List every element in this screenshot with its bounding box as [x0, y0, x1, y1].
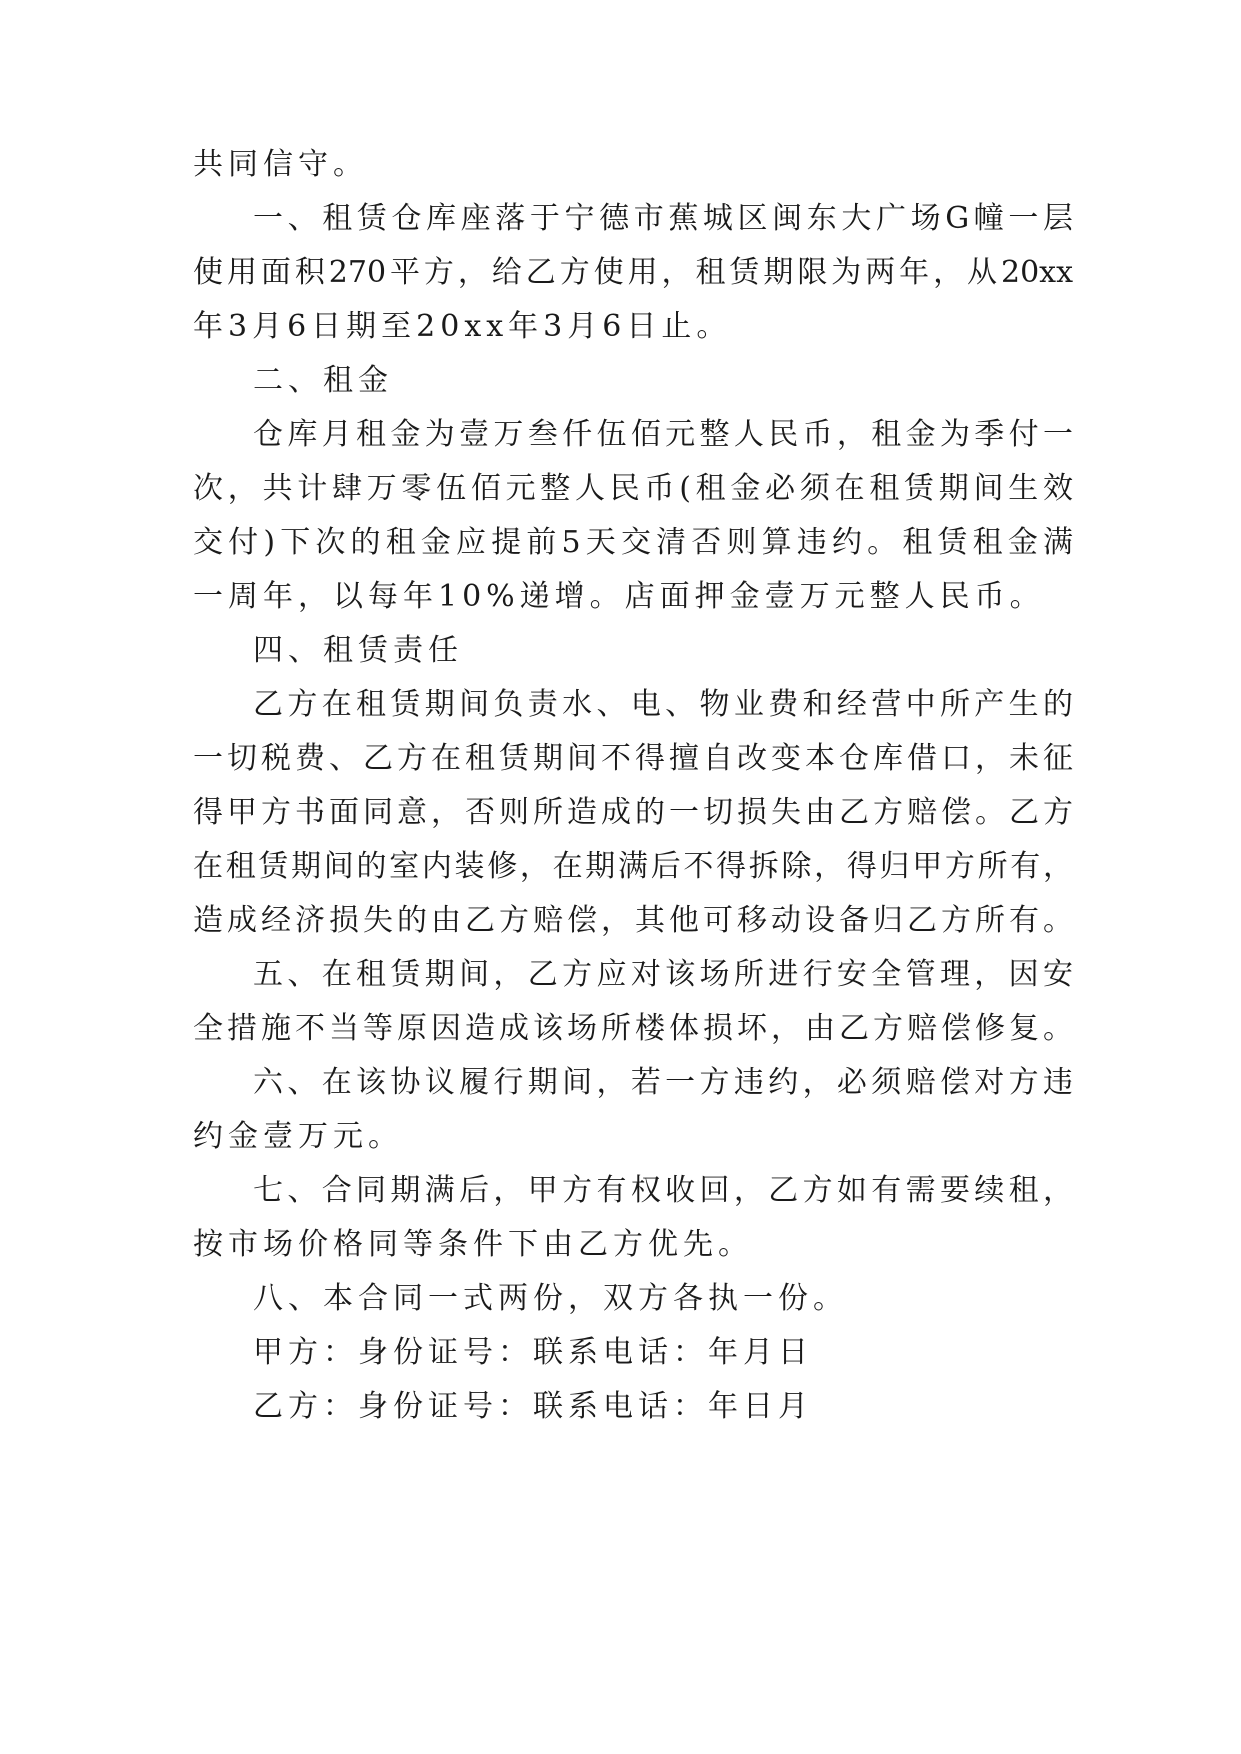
text-line: 七、合同期满后，甲方有权收回，乙方如有需要续租， — [253, 1173, 1073, 1208]
section-heading: 四、租赁责任 — [253, 633, 463, 668]
text-line: 八、本合同一式两份，双方各执一份。 — [253, 1281, 848, 1316]
text-line: 得甲方书面同意，否则所造成的一切损失由乙方赔偿。乙方 — [193, 795, 1073, 830]
text-line: 按市场价格同等条件下由乙方优先。 — [193, 1227, 753, 1262]
signature-line-party-a: 甲方：身份证号：联系电话：年月日 — [253, 1335, 813, 1370]
signature-line-party-b: 乙方：身份证号：联系电话：年日月 — [253, 1389, 813, 1424]
text-line: 年3月6日期至20xx年3月6日止。 — [193, 309, 732, 344]
section-heading: 二、租金 — [253, 363, 393, 398]
text-line: 使用面积270平方，给乙方使用，租赁期限为两年，从20xx — [193, 255, 1073, 290]
text-line: 五、在租赁期间，乙方应对该场所进行安全管理，因安 — [253, 957, 1073, 992]
text-line: 共同信守。 — [193, 147, 368, 182]
text-line: 六、在该协议履行期间，若一方违约，必须赔偿对方违 — [253, 1065, 1073, 1100]
text-line: 约金壹万元。 — [193, 1119, 403, 1154]
text-line: 一、租赁仓库座落于宁德市蕉城区闽东大广场G幢一层 — [253, 201, 1073, 236]
text-line: 一切税费、乙方在租赁期间不得擅自改变本仓库借口，未征 — [193, 741, 1073, 776]
text-line: 乙方在租赁期间负责水、电、物业费和经营中所产生的 — [253, 687, 1073, 722]
text-line: 在租赁期间的室内装修，在期满后不得拆除，得归甲方所有， — [193, 849, 1073, 884]
text-line: 交付)下次的租金应提前5天交清否则算违约。租赁租金满 — [193, 525, 1073, 560]
text-line: 仓库月租金为壹万叁仟伍佰元整人民币，租金为季付一 — [253, 417, 1073, 452]
text-line: 次，共计肆万零伍佰元整人民币(租金必须在租赁期间生效 — [193, 471, 1073, 506]
text-line: 造成经济损失的由乙方赔偿，其他可移动设备归乙方所有。 — [193, 903, 1073, 938]
text-line: 全措施不当等原因造成该场所楼体损坏，由乙方赔偿修复。 — [193, 1011, 1073, 1046]
text-line: 一周年，以每年10%递增。店面押金壹万元整人民币。 — [193, 579, 1045, 614]
